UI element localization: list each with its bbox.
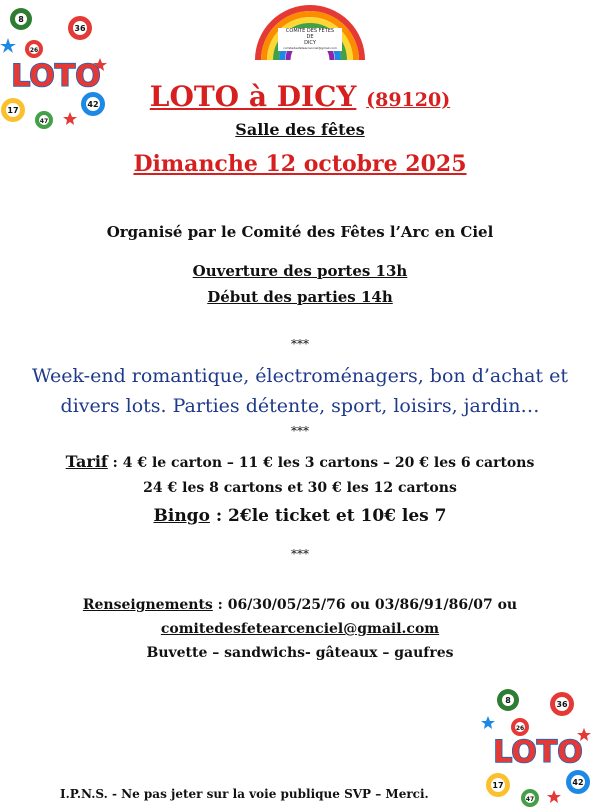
bingo-prices: : 2€le ticket et 10€ les 7	[209, 506, 447, 526]
logo-line-2: DE	[306, 34, 314, 40]
ball-number: 26	[29, 47, 39, 54]
star-icon	[0, 38, 16, 53]
info-label: Renseignements	[82, 597, 213, 613]
logo-line-3: DICY	[304, 40, 316, 46]
separator: ***	[291, 547, 309, 561]
tarif-line-2: 24 € les 8 cartons et 30 € les 12 cartons	[143, 480, 457, 496]
ball-number: 42	[87, 100, 99, 109]
games-start: Début des parties 14h	[207, 288, 393, 306]
logo-email: comitedesfetearcenciel@gmail.com	[283, 46, 337, 50]
ball-number: 47	[39, 118, 49, 125]
title-text: LOTO à DICY	[149, 80, 357, 113]
loto-graphic-bottom	[478, 680, 596, 811]
refreshments: Buvette – sandwichs- gâteaux – gaufres	[146, 645, 454, 661]
ball-number: 17	[492, 781, 504, 790]
bingo-label: Bingo	[153, 506, 210, 526]
bingo-ball-icon	[486, 773, 510, 797]
page-title	[0, 80, 600, 117]
prizes-line-2: divers lots. Parties détente, sport, loisirs, jardin…	[60, 395, 540, 417]
loto-word: LOTO	[493, 735, 583, 770]
bingo-ball-icon	[68, 16, 92, 40]
loto-word: LOTO	[11, 59, 101, 94]
logo-line-1: COMITÉ DES FÊTES	[285, 28, 335, 34]
bingo-ball-icon	[497, 689, 519, 711]
ball-number: 8	[505, 696, 511, 705]
ball-number: 8	[18, 15, 24, 24]
info-line	[0, 595, 600, 615]
committee-logo	[254, 2, 366, 60]
bingo-ball-icon	[10, 8, 32, 30]
ball-number: 47	[525, 796, 535, 803]
footer-note: I.P.N.S. - Ne pas jeter sur la voie publique SVP – Merci.	[60, 787, 429, 801]
bingo-ball-icon	[550, 692, 574, 716]
organizer: Organisé par le Comité des Fêtes l’Arc en Ciel	[106, 223, 494, 241]
ball-number: 36	[74, 24, 86, 33]
ball-number: 36	[556, 700, 568, 709]
tarif-label: Tarif	[65, 452, 108, 471]
title-postal: (89120)	[366, 89, 451, 111]
info-phones: : 06/30/05/25/76 ou 03/86/91/86/07 ou	[212, 597, 518, 613]
star-icon	[481, 716, 495, 729]
contact-email[interactable]: comitedesfetearcenciel@gmail.com	[160, 621, 440, 637]
ball-number: 26	[515, 725, 525, 732]
doors-opening: Ouverture des portes 13h	[192, 262, 408, 280]
event-date: Dimanche 12 octobre 2025	[133, 151, 467, 177]
separator: ***	[291, 424, 309, 438]
star-icon	[547, 790, 561, 803]
prizes-line-1: Week-end romantique, électroménagers, bon d’achat et	[32, 365, 568, 387]
ball-number: 42	[572, 778, 584, 787]
ball-number: 17	[7, 106, 19, 115]
venue: Salle des fêtes	[235, 120, 365, 139]
bingo-ball-icon	[25, 40, 43, 58]
separator: ***	[291, 337, 309, 351]
bingo-line	[0, 505, 600, 527]
bingo-ball-icon	[521, 789, 539, 807]
tarif-prices: : 4 € le carton – 11 € les 3 cartons – 20 € les 6 cartons	[107, 455, 535, 471]
tarif-line-1	[0, 452, 600, 473]
bingo-ball-icon	[511, 718, 529, 736]
bingo-ball-icon	[566, 770, 590, 794]
